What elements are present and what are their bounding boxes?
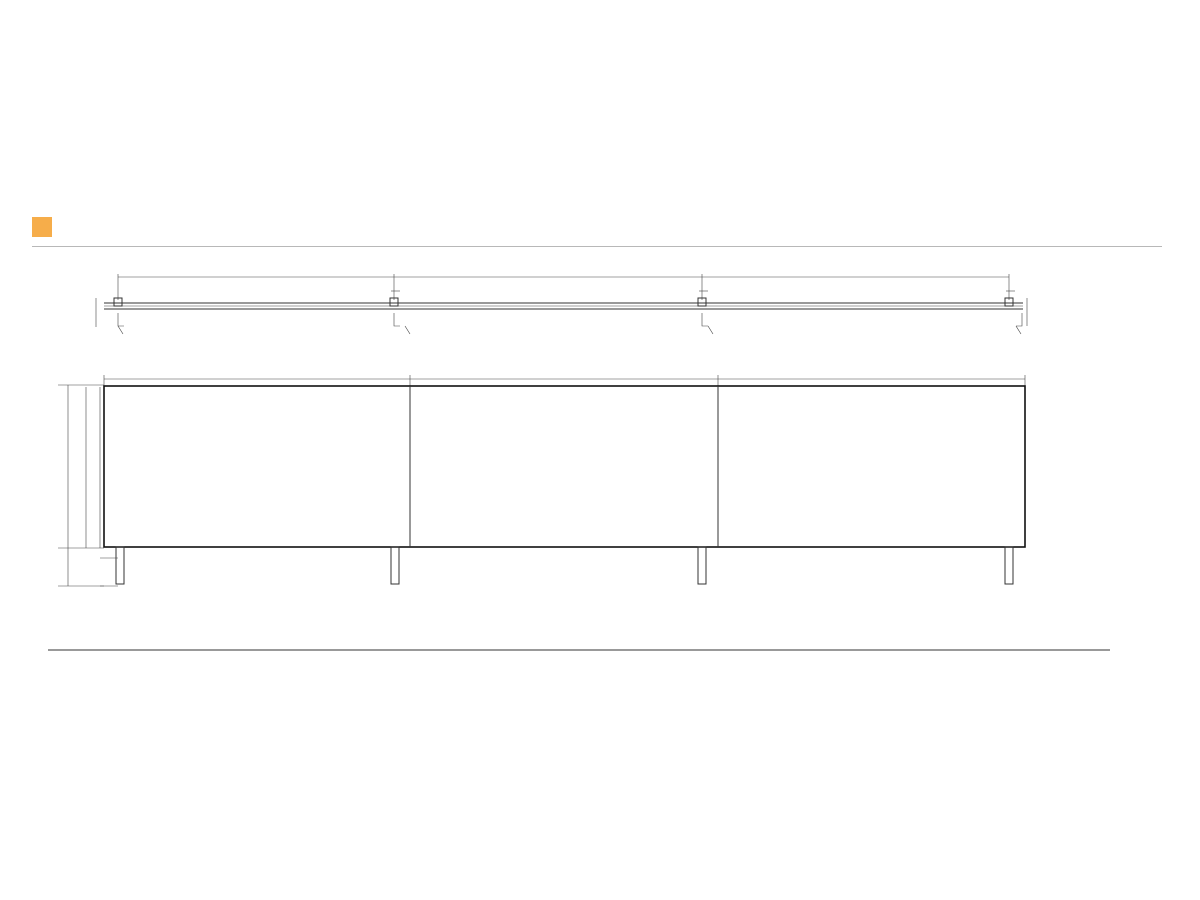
- post: [698, 547, 706, 584]
- fence-panel-frame: [104, 386, 1025, 547]
- elevation-view: [48, 375, 1110, 650]
- post: [1005, 547, 1013, 584]
- post: [391, 547, 399, 584]
- plan-view: [96, 274, 1027, 334]
- post: [116, 547, 124, 584]
